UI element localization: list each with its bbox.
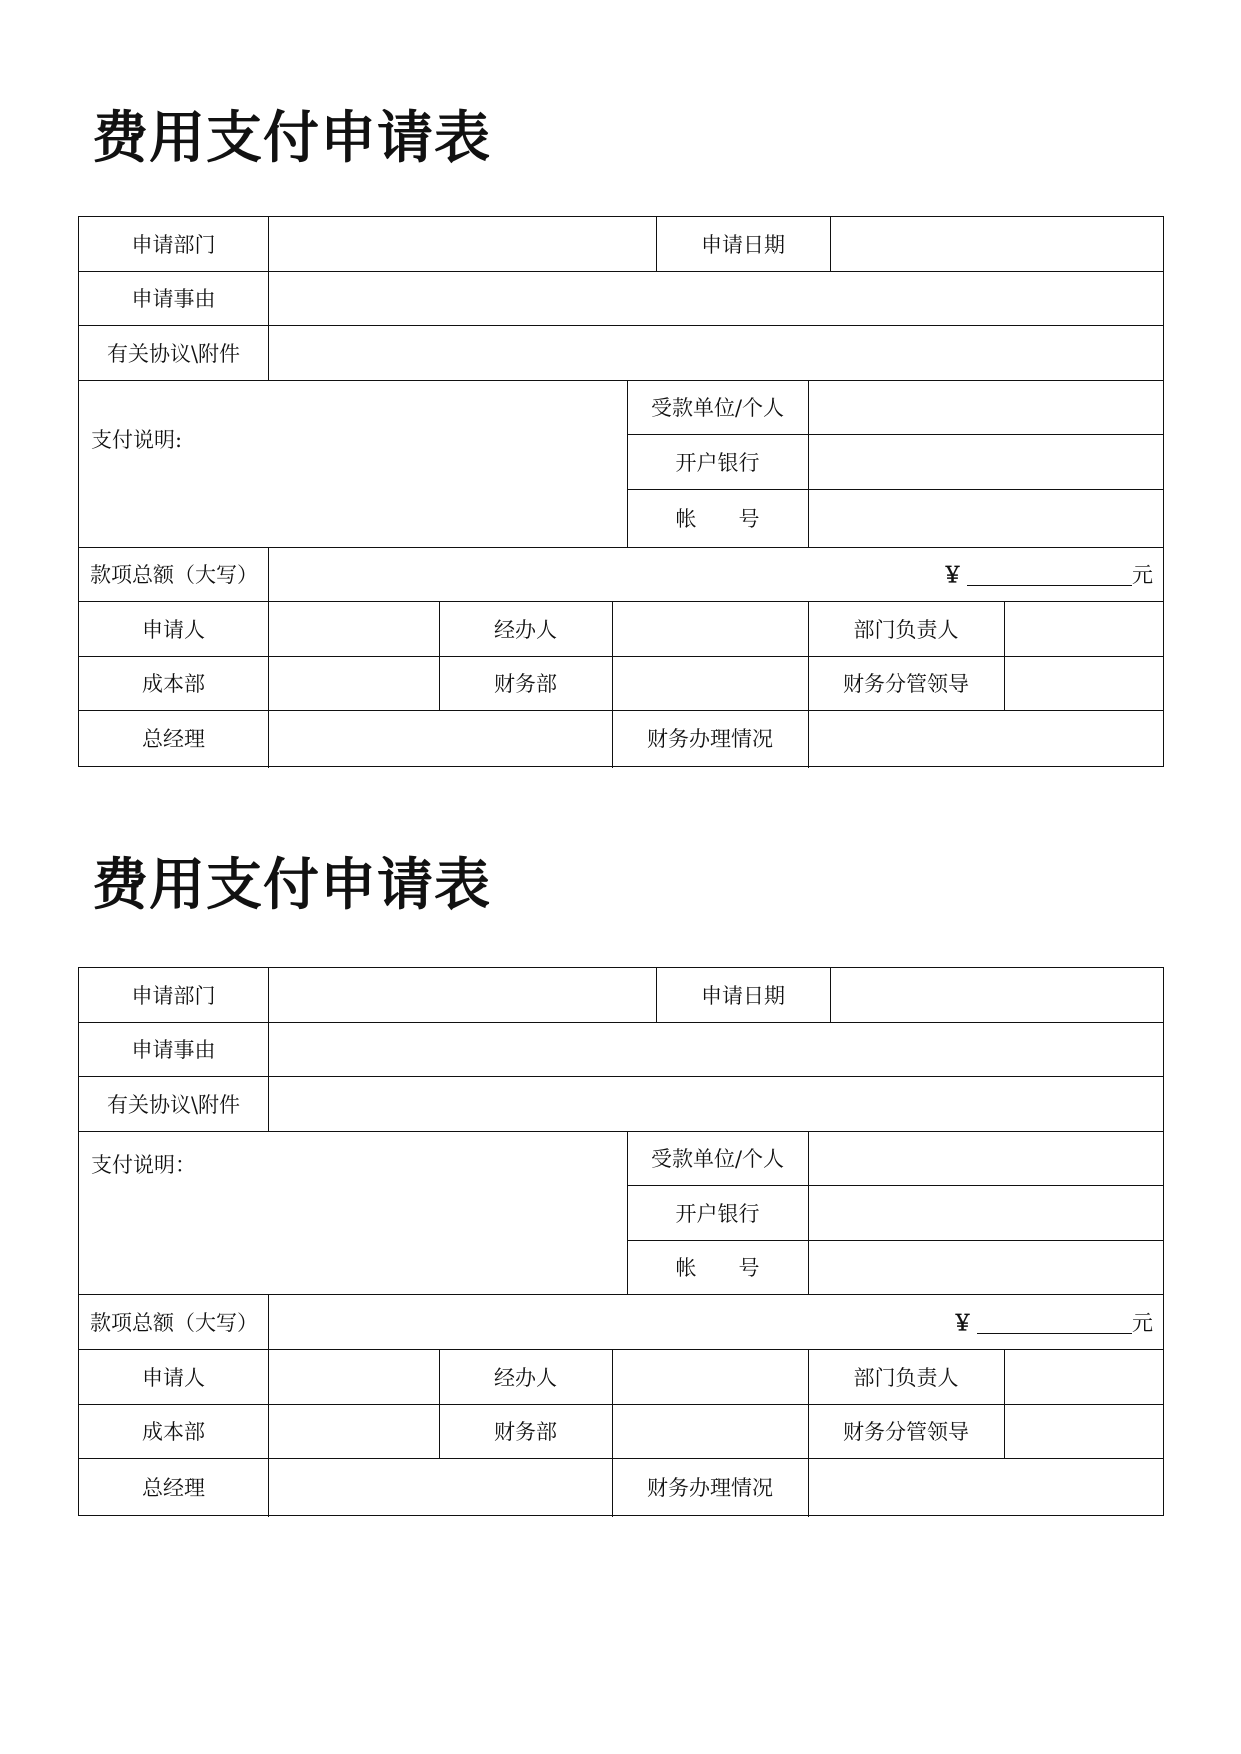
finance-dept-field[interactable] [613, 1404, 808, 1458]
label-finance-dept: 财务部 [494, 672, 557, 696]
form-title: 费用支付申请表 [92, 106, 491, 171]
label-dept: 申请部门 [131, 233, 216, 257]
finance-status-field[interactable] [809, 710, 1164, 766]
label-payee: 受款单位/个人 [650, 396, 785, 420]
label-finance-status: 财务办理情况 [647, 1475, 773, 1500]
label-bank: 开户银行 [675, 1201, 760, 1226]
unit-label: 元 [1132, 1311, 1153, 1335]
label-reason: 申请事由 [131, 287, 216, 311]
account-field[interactable] [809, 489, 1164, 547]
date-field[interactable] [831, 968, 1164, 1022]
amount-field[interactable] [952, 1295, 1153, 1349]
label-agreement: 有关协议\附件 [106, 341, 241, 366]
unit-label: 元 [1132, 563, 1153, 587]
label-gm: 总经理 [142, 727, 205, 751]
label-gm: 总经理 [142, 1475, 205, 1500]
finance-dept-field[interactable] [613, 656, 808, 710]
label-dept-head: 部门负责人 [853, 617, 959, 642]
cost-dept-field[interactable] [269, 1404, 439, 1458]
label-handler: 经办人 [494, 617, 557, 642]
amount-field[interactable] [942, 547, 1153, 601]
label-payment-note: 支付说明: [91, 428, 183, 452]
agreement-field[interactable] [269, 325, 1164, 380]
label-finance-leader: 财务分管领导 [843, 672, 969, 696]
label-finance-leader: 财务分管领导 [843, 1420, 969, 1444]
label-account: 帐 号 [675, 1256, 760, 1280]
reason-field[interactable] [269, 271, 1164, 325]
amount-blank[interactable] [977, 1311, 1132, 1334]
gm-field[interactable] [269, 710, 612, 766]
reason-field[interactable] [269, 1022, 1164, 1076]
label-account: 帐 号 [675, 507, 760, 531]
dept-field[interactable] [269, 217, 656, 271]
handler-field[interactable] [613, 601, 808, 656]
date-field[interactable] [831, 217, 1164, 271]
handler-field[interactable] [613, 1349, 808, 1404]
label-agreement: 有关协议\附件 [106, 1092, 241, 1117]
applicant-field[interactable] [269, 601, 439, 656]
form-table [78, 216, 1164, 767]
label-total: 款项总额（大写） [90, 1310, 258, 1335]
label-applicant: 申请人 [142, 1365, 205, 1390]
bank-field[interactable] [809, 1185, 1164, 1240]
label-finance-dept: 财务部 [494, 1420, 557, 1444]
label-dept: 申请部门 [131, 984, 216, 1008]
applicant-field[interactable] [269, 1349, 439, 1404]
label-payee: 受款单位/个人 [650, 1147, 785, 1171]
label-applicant: 申请人 [142, 617, 205, 642]
dept-head-field[interactable] [1005, 1349, 1164, 1404]
yen-symbol: ￥ [942, 563, 963, 587]
label-total: 款项总额（大写） [90, 563, 258, 587]
label-payment-note: 支付说明： [91, 1153, 196, 1177]
yen-symbol: ￥ [952, 1311, 973, 1335]
label-date: 申请日期 [701, 233, 785, 257]
label-finance-status: 财务办理情况 [647, 727, 773, 751]
cost-dept-field[interactable] [269, 656, 439, 710]
label-handler: 经办人 [494, 1365, 557, 1390]
account-field[interactable] [809, 1240, 1164, 1294]
amount-blank[interactable] [967, 563, 1132, 586]
form-title: 费用支付申请表 [92, 853, 491, 918]
gm-field[interactable] [269, 1458, 612, 1515]
finance-leader-field[interactable] [1005, 656, 1164, 710]
finance-leader-field[interactable] [1005, 1404, 1164, 1458]
label-cost-dept: 成本部 [142, 1420, 205, 1444]
bank-field[interactable] [809, 434, 1164, 489]
label-dept-head: 部门负责人 [853, 1365, 959, 1390]
label-reason: 申请事由 [131, 1038, 216, 1062]
label-bank: 开户银行 [675, 450, 760, 475]
form-table [78, 967, 1164, 1516]
label-date: 申请日期 [701, 984, 785, 1008]
label-cost-dept: 成本部 [142, 672, 205, 696]
dept-head-field[interactable] [1005, 601, 1164, 656]
dept-field[interactable] [269, 968, 656, 1022]
payee-field[interactable] [809, 380, 1164, 434]
payee-field[interactable] [809, 1131, 1164, 1185]
agreement-field[interactable] [269, 1076, 1164, 1131]
finance-status-field[interactable] [809, 1458, 1164, 1515]
